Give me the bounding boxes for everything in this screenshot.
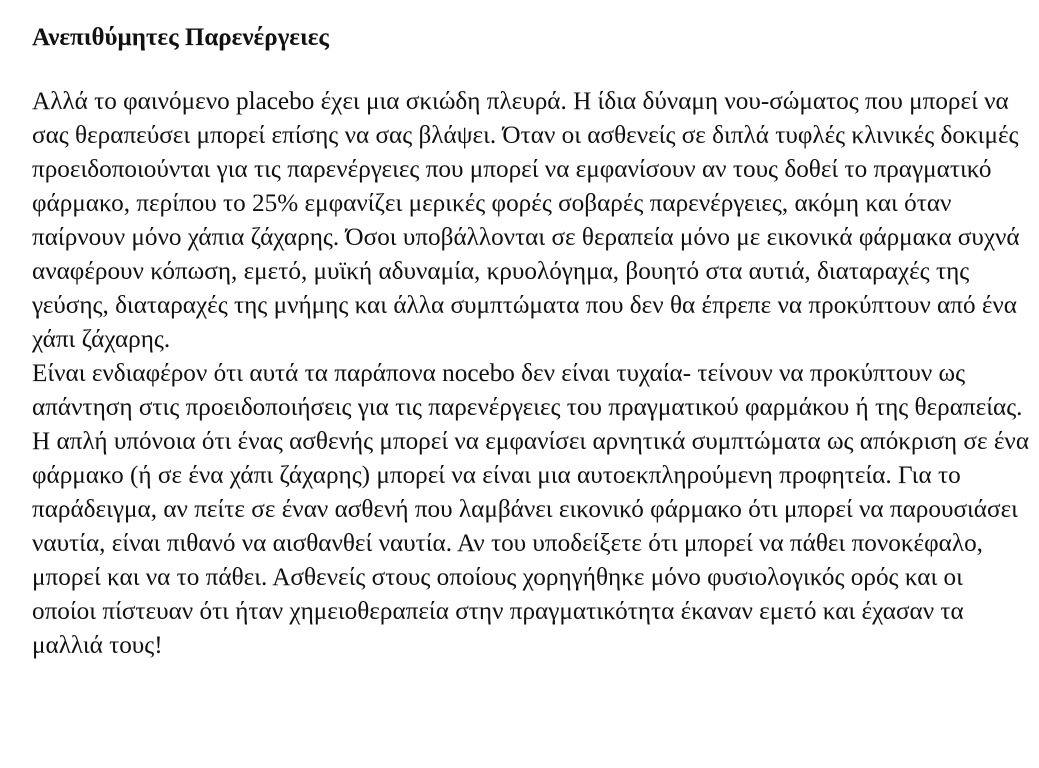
document-page [32, 18, 1032, 663]
paragraph-nocebo-complaints: Είναι ενδιαφέρον ότι αυτά τα παράπονα nocebo δεν είναι τυχαία- τείνουν να προκύπτουν ως απάντηση στις προειδοποιήσεις για τις παρενέργειες του πραγματικού φαρμάκου ή της θεραπείας. Η απλή υπόνοια ότι ένας ασθενής μπορεί να εμφανίσει αρνητικά συμπτώματα ως απόκριση σε ένα φάρμακο (ή σε ένα χάπι ζάχαρης) μπορεί να είναι μια αυτοεκπληρούμενη προφητεία. Για το παράδειγμα, αν πείτε σε έναν ασθενή που λαμβάνει εικονικό φάρμακο ότι μπορεί να παρουσιάσει ναυτία, είναι πιθανό να αισθανθεί ναυτία. Αν του υποδείξετε ότι μπορεί να πάθει πονοκέφαλο, μπορεί και να το πάθει. Ασθενείς στους οποίους χορηγήθηκε μόνο φυσιολογικός ορός και οι οποίοι πίστευαν ότι ήταν χημειοθεραπεία στην πραγματικότητα έκαναν εμετό και έχασαν τα μαλλιά τους! [32, 360, 1030, 659]
paragraph-placebo-dark-side: Αλλά το φαινόμενο placebo έχει μια σκιώδη πλευρά. Η ίδια δύναμη νου-σώματος που μπορεί να σας θεραπεύσει μπορεί επίσης να σας βλάψει. Όταν οι ασθενείς σε διπλά τυφλές κλινικές δοκιμές προειδοποιούνται για τις παρενέργειες που μπορεί να εμφανίσουν αν τους δοθεί το πραγματικό φάρμακο, περίπου το 25% εμφανίζει μερικές φορές σοβαρές παρενέργειες, ακόμη και όταν παίρνουν μόνο χάπια ζάχαρης. Όσοι υποβάλλονται σε θεραπεία μόνο με εικονικά φάρμακα συχνά αναφέρουν κόπωση, εμετό, μυϊκή αδυναμία, κρυολόγημα, βουητό στα αυτιά, διαταραχές της γεύσης, διαταραχές της μνήμης και άλλα συμπτώματα που δεν θα έπρεπε να προκύπτουν από ένα χάπι ζάχαρης. [32, 88, 1020, 353]
page-title: Ανεπιθύμητες Παρενέργειες [32, 24, 329, 51]
